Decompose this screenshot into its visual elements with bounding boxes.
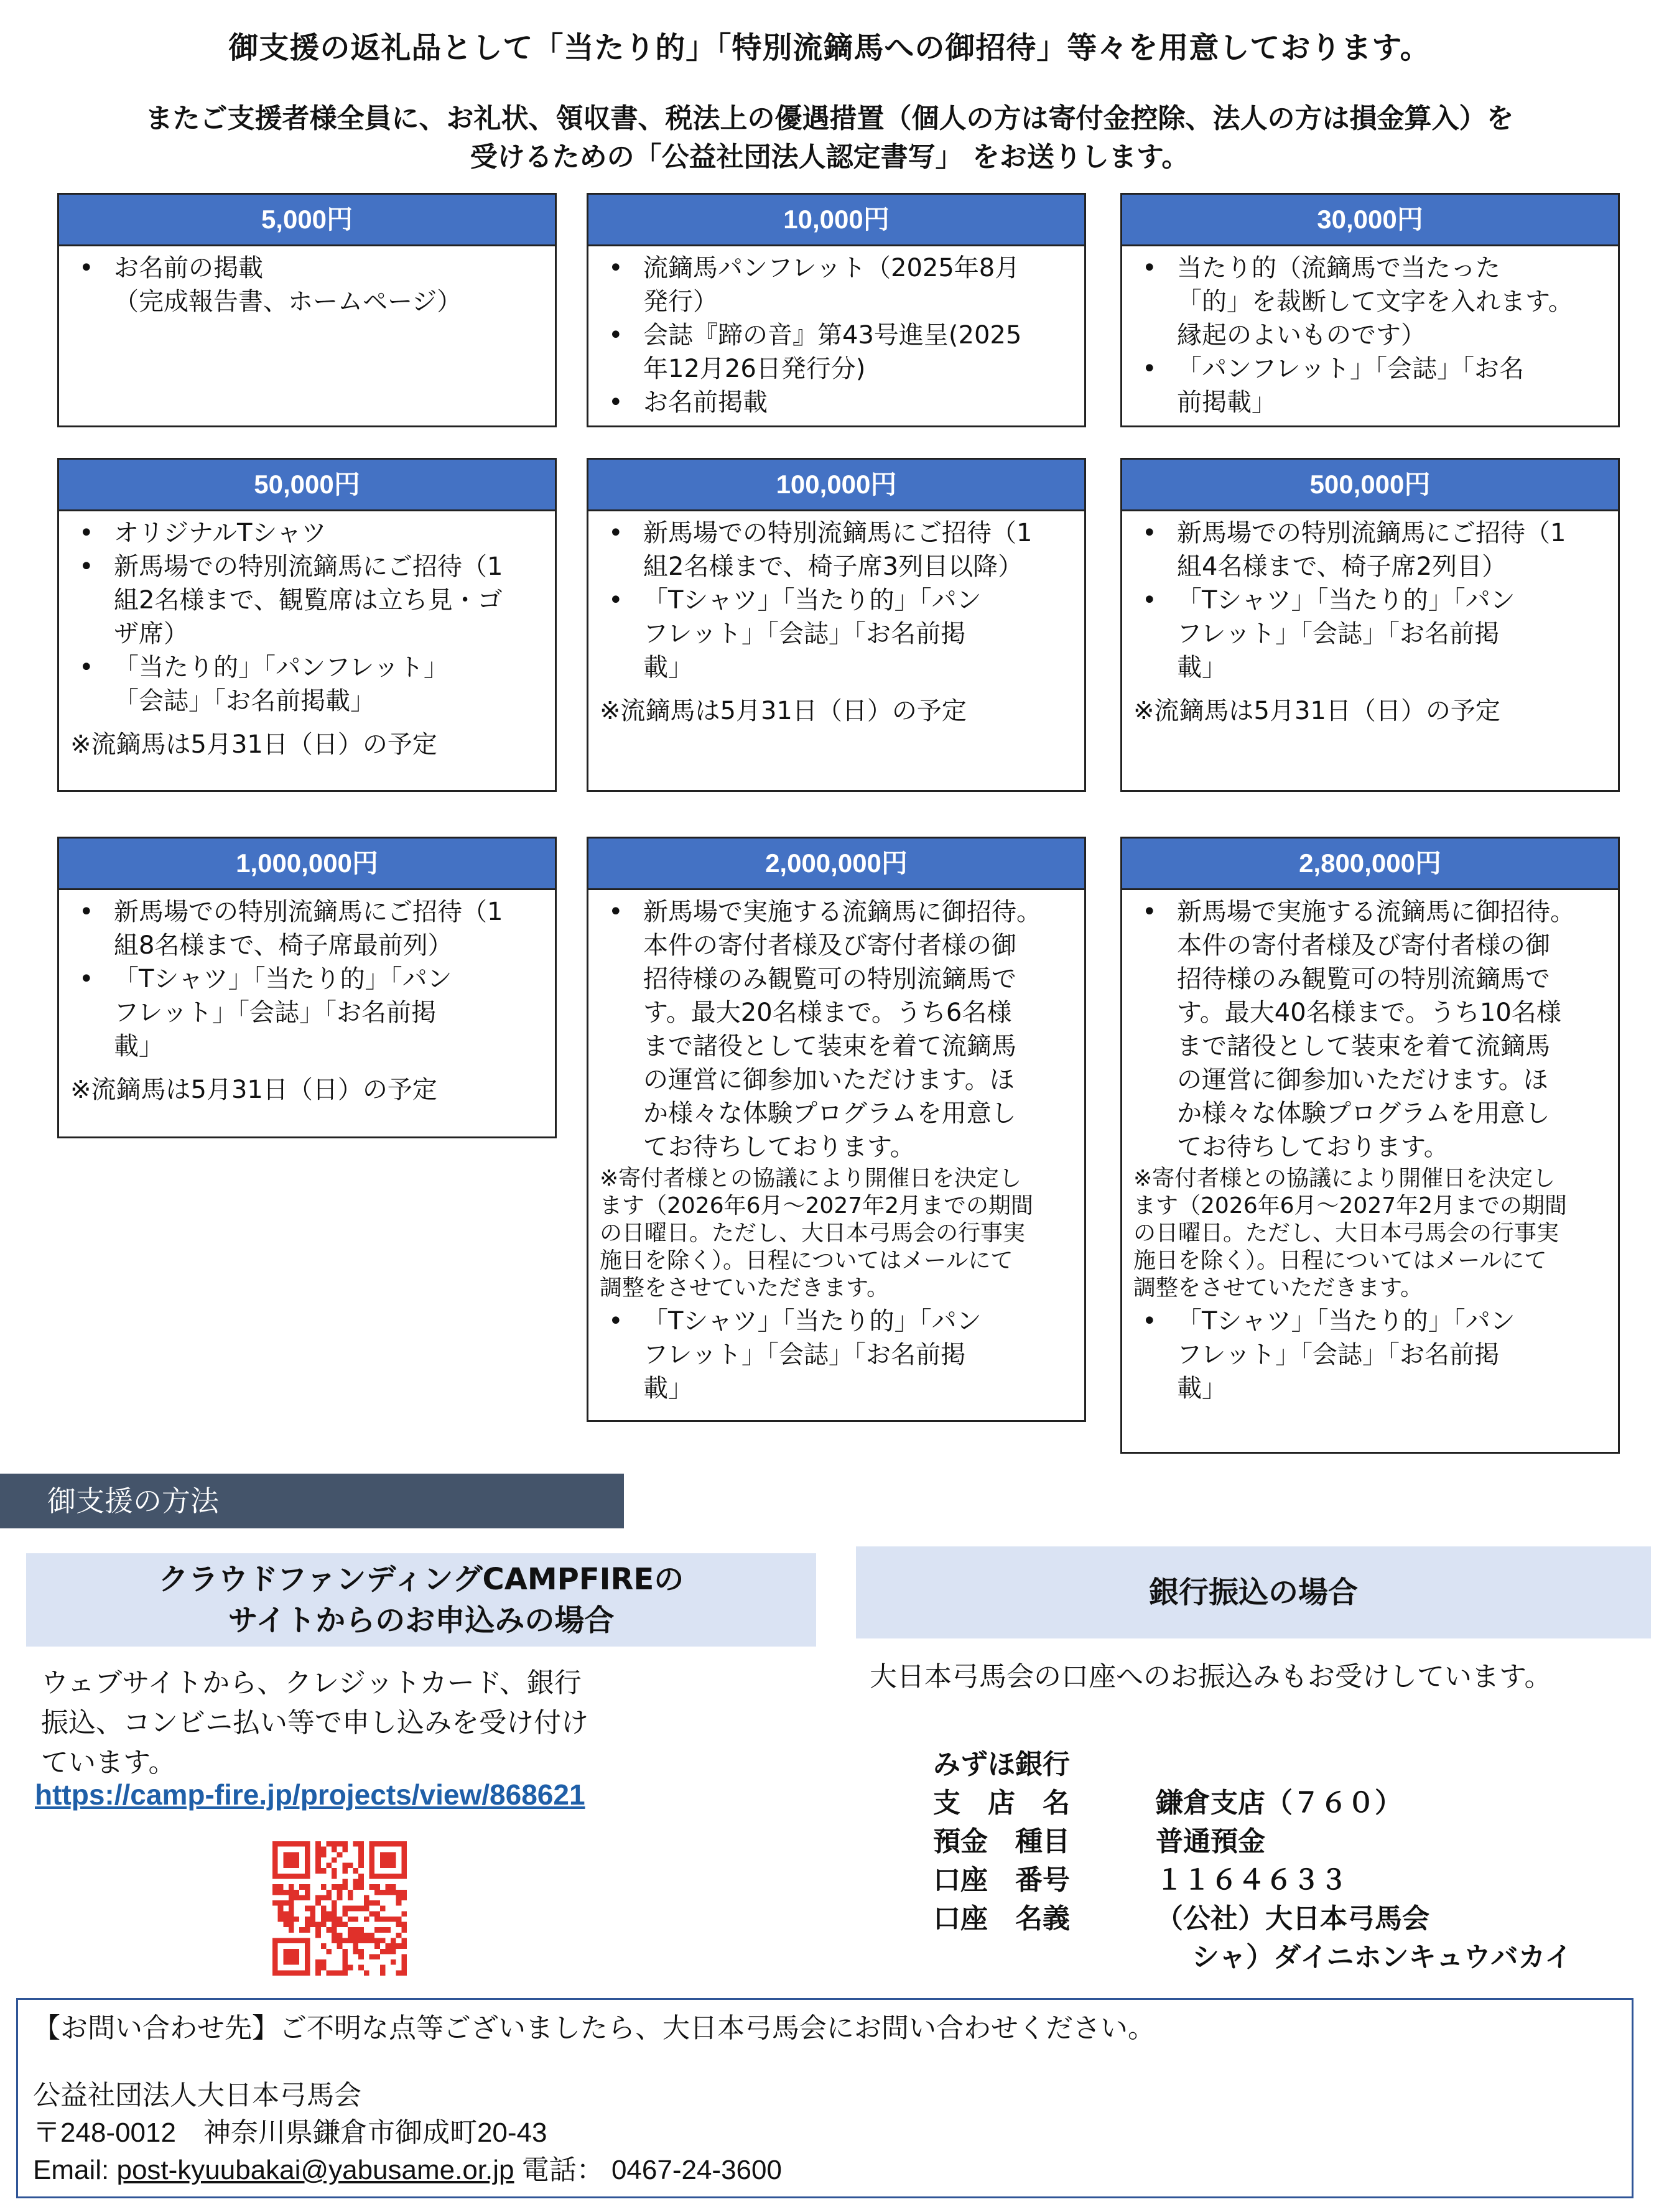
contact-lead: 【お問い合わせ先】ご不明な点等ございましたら、大日本弓馬会にお問い合わせください。 [33, 2012, 1155, 2044]
tier-benefit-item: • 「パンフレット」「会誌」「お名 前掲載」 [1133, 352, 1607, 419]
tier-card [1120, 193, 1620, 427]
tier-benefit-item: • 新馬場での特別流鏑馬にご招待（1 組8名様まで、椅子席最前列） [70, 895, 544, 962]
bank-row-label: 口座 名義 [933, 1903, 1070, 1935]
campfire-heading-line-1: クラウドファンディングCAMPFIREの [158, 1562, 684, 1597]
campfire-heading-line-2: サイトからのお申込みの場合 [228, 1603, 615, 1638]
tier-benefit-item: • 会誌『蹄の音』第43号進呈(2025 年12月26日発行分) [600, 318, 1073, 386]
bank-row-value: （公社）大日本弓馬会 [1156, 1903, 1429, 1935]
tier-body [588, 511, 1084, 734]
tier-body [59, 246, 555, 325]
campfire-description [41, 1663, 676, 1783]
bank-heading [856, 1546, 1651, 1638]
section-title-methods: 御支援の方法 [0, 1474, 624, 1528]
tier-body [588, 890, 1084, 1411]
bank-name: みずほ銀行 [933, 1749, 1070, 1780]
tier-price: 50,000円 [59, 460, 555, 511]
qr-code-icon[interactable] [272, 1841, 407, 1976]
tier-price: 500,000円 [1122, 460, 1618, 511]
tier-price: 10,000円 [588, 195, 1084, 246]
tier-price: 30,000円 [1122, 195, 1618, 246]
tier-price: 1,000,000円 [59, 839, 555, 890]
tier-benefit-item: • 当たり的（流鏑馬で当たった 「的」を裁断して文字を入れます。 縁起のよいものです） [1133, 251, 1607, 352]
tier-price: 2,000,000円 [588, 839, 1084, 890]
bank-row-value: 鎌倉支店（７６０） [1156, 1787, 1402, 1819]
contact-address: 〒248-0012 神奈川県鎌倉市御成町20-43 [33, 2117, 547, 2148]
bank-row-label: 預金 種目 [933, 1826, 1070, 1857]
bank-row-value: 普通預金 [1156, 1826, 1265, 1857]
bank-row-value: １１６４６３３ [1156, 1864, 1347, 1896]
campfire-description-line: ています。 [41, 1747, 176, 1778]
tier-benefit-item: • お名前掲載 [600, 386, 1073, 419]
tier-card [587, 837, 1086, 1422]
tier-note: ※流鏑馬は5月31日（日）の予定 [1133, 697, 1500, 725]
tier-card [587, 458, 1086, 792]
campfire-description-line: ウェブサイトから、クレジットカード、銀行 [41, 1667, 582, 1699]
bank-lead-text: 大日本弓馬会の口座へのお振込みもお受けしています。 [870, 1661, 1552, 1693]
contact-box [16, 1998, 1633, 2198]
tier-benefit-item: • 新馬場での特別流鏑馬にご招待（1 組2名様まで、観覧席は立ち見・ゴ ザ席） [70, 550, 544, 651]
tier-benefit-item: • 流鏑馬パンフレット（2025年8月 発行） [600, 251, 1073, 318]
campfire-url-link[interactable]: https://camp-fire.jp/projects/view/868621 [35, 1778, 585, 1811]
tier-note: ※流鏑馬は5月31日（日）の予定 [70, 1076, 437, 1104]
tier-note: ※流鏑馬は5月31日（日）の予定 [600, 697, 967, 725]
tier-card [57, 193, 557, 427]
tier-card [587, 193, 1086, 427]
tier-body [1122, 246, 1618, 425]
bank-heading-text: 銀行振込の場合 [1148, 1575, 1358, 1610]
tier-card [1120, 458, 1620, 792]
bank-row-label: 口座 番号 [933, 1864, 1070, 1896]
tier-body [1122, 890, 1618, 1411]
tier-note: ※流鏑馬は5月31日（日）の予定 [70, 730, 437, 759]
tier-benefit-item: • 「Tシャツ」「当たり的」「パン フレット」「会誌」「お名前掲 載」 [70, 962, 544, 1063]
bank-row-label: 支 店 名 [933, 1787, 1070, 1819]
tier-card [57, 837, 557, 1138]
intro-text [25, 100, 1634, 177]
contact-organization: 公益社団法人大日本弓馬会 [33, 2080, 361, 2111]
tier-body [59, 890, 555, 1113]
headline: 御支援の返礼品として「当たり的」「特別流鏑馬への御招待」等々を用意しております。 [228, 30, 1431, 65]
campfire-description-line: 振込、コンビニ払い等で申し込みを受け付け [41, 1707, 588, 1739]
tier-body [1122, 511, 1618, 734]
tier-benefit-item: • 「Tシャツ」「当たり的」「パン フレット」「会誌」「お名前掲 載」 [1133, 583, 1607, 684]
phone-number: 0467-24-3600 [603, 2155, 782, 2185]
email-link[interactable]: post-kyuubakai@yabusame.or.jp [116, 2155, 514, 2185]
tier-benefit-item: • 「Tシャツ」「当たり的」「パン フレット」「会誌」「お名前掲 載」 [1133, 1304, 1607, 1405]
tier-benefit-item: • 新馬場で実施する流鏑馬に御招待。 本件の寄付者様及び寄付者様の御 招待様のみ観覧可の特別流鏑馬で す。最大20名様まで。うち6名様 まで諸役として装束を着て流鏑馬 の運営に御参加いただけます。ほ か様々な体験プログラムを用意し てお待ちしております。 [600, 895, 1073, 1164]
tier-benefit-item: • 「当たり的」「パンフレット」 「会誌」「お名前掲載」 [70, 651, 544, 718]
tier-benefit-item: • 新馬場で実施する流鏑馬に御招待。 本件の寄付者様及び寄付者様の御 招待様のみ観覧可の特別流鏑馬で す。最大40名様まで。うち10名様 まで諸役として装束を着て流鏑馬 の運営に御参加いただけます。ほ か様々な体験プログラムを用意し てお待ちしております。 [1133, 895, 1607, 1164]
tier-card [57, 458, 557, 792]
campfire-heading [26, 1553, 816, 1647]
tier-benefit-item: • 「Tシャツ」「当たり的」「パン フレット」「会誌」「お名前掲 載」 [600, 1304, 1073, 1405]
tier-benefit-item: • お名前の掲載 （完成報告書、ホームページ） [70, 251, 544, 318]
tier-body [588, 246, 1084, 425]
tier-benefit-item: • 「Tシャツ」「当たり的」「パン フレット」「会誌」「お名前掲 載」 [600, 583, 1073, 684]
intro-line-1: またご支援者様全員に、お礼状、領収書、税法上の優遇措置（個人の方は寄付金控除、法人の方は損金算入）を [145, 103, 1514, 134]
tier-schedule-note: ※寄付者様との協議により開催日を決定し ます（2026年6月～2027年2月までの期間 の日曜日。ただし、大日本弓馬会の行事実 施日を除く）。日程についてはメールにて 調整をさせていただきます。 [600, 1166, 1034, 1301]
intro-line-2: 受けるための「公益社団法人認定書写」 をお送りします。 [470, 141, 1189, 173]
tier-benefit-item: • 新馬場での特別流鏑馬にご招待（1 組4名様まで、椅子席2列目） [1133, 516, 1607, 583]
tier-price: 100,000円 [588, 460, 1084, 511]
account-name-kana: シャ）ダイニホンキュウバカイ [1192, 1941, 1573, 1973]
tier-benefit-item: • オリジナルTシャツ [70, 516, 544, 550]
tier-schedule-note: ※寄付者様との協議により開催日を決定し ます（2026年6月～2027年2月までの期間 の日曜日。ただし、大日本弓馬会の行事実 施日を除く）。日程についてはメールにて 調整をさせていただきます。 [1133, 1166, 1568, 1301]
tier-price: 5,000円 [59, 195, 555, 246]
contact-email-line [33, 2152, 782, 2189]
tier-benefit-item: • 新馬場での特別流鏑馬にご招待（1 組2名様まで、椅子席3列目以降） [600, 516, 1073, 583]
tier-card [1120, 837, 1620, 1454]
email-label: Email: [33, 2155, 117, 2185]
phone-label: 電話： [514, 2155, 604, 2185]
tier-price: 2,800,000円 [1122, 839, 1618, 890]
tier-body [59, 511, 555, 768]
